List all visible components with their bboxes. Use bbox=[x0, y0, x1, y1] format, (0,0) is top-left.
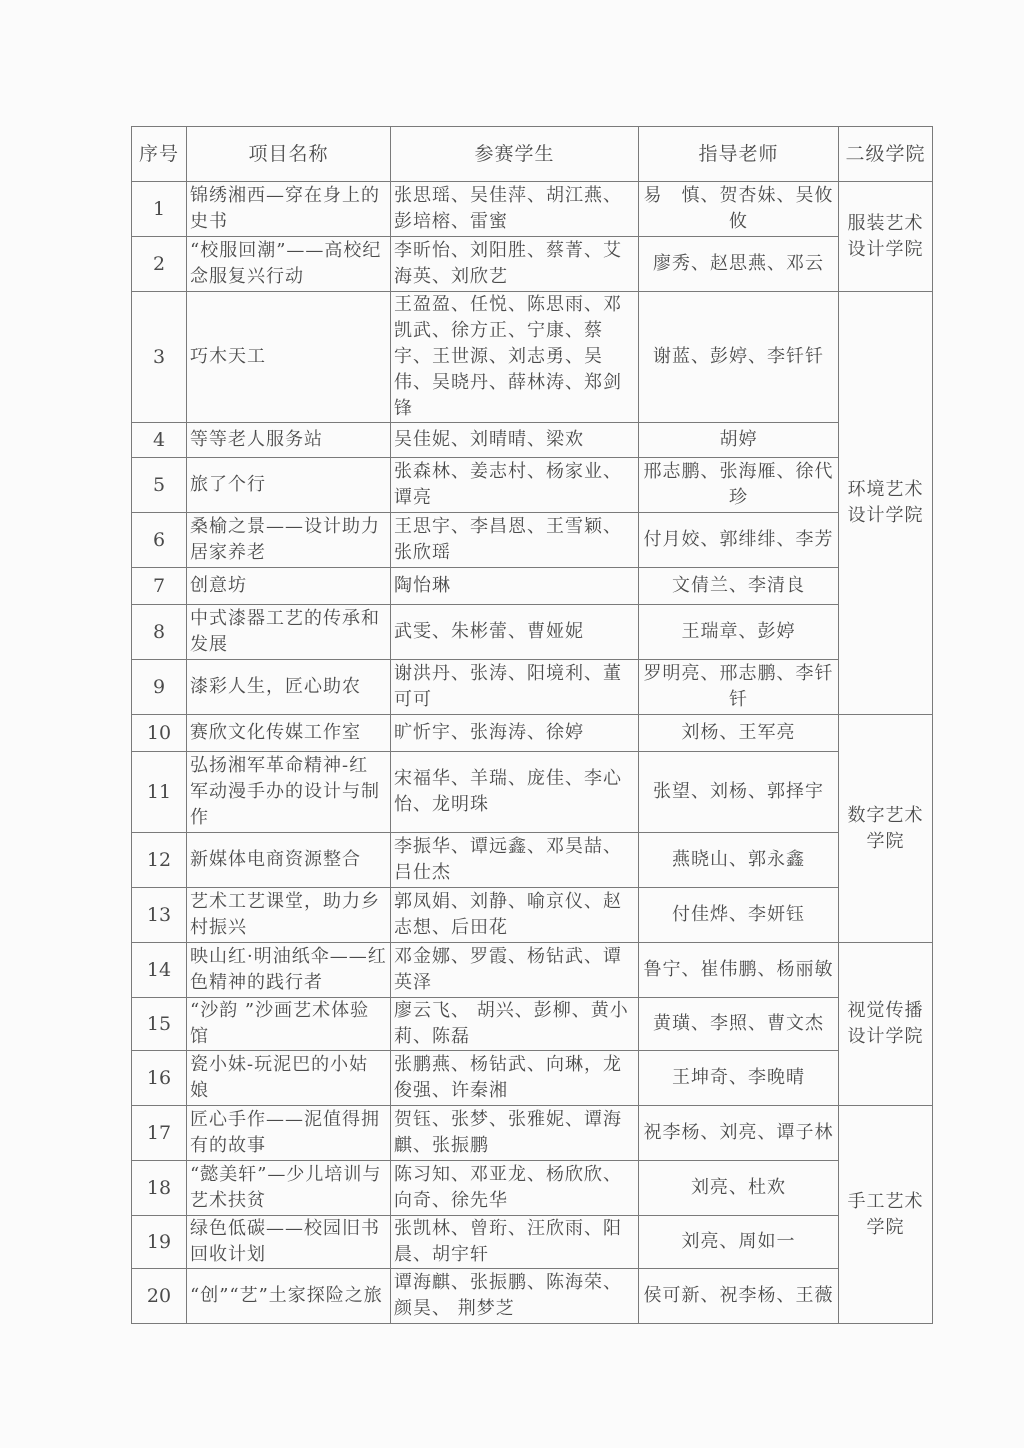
project-name: “校服回潮”——高校纪念服复兴行动 bbox=[187, 237, 391, 292]
teachers: 付月姣、郭绯绯、李芳 bbox=[639, 513, 839, 568]
students: 旷忻宇、张海涛、徐婷 bbox=[391, 715, 639, 752]
teachers: 罗明亮、邢志鹏、李钎钎 bbox=[639, 660, 839, 715]
table-row bbox=[132, 715, 933, 752]
students: 陶怡琳 bbox=[391, 568, 639, 605]
college: 数字艺术学院 bbox=[839, 715, 933, 943]
project-name: 瓷小妹-玩泥巴的小姑娘 bbox=[187, 1051, 391, 1106]
row-number: 12 bbox=[132, 833, 187, 888]
teachers: 邢志鹏、张海雁、徐代珍 bbox=[639, 458, 839, 513]
students: 谭海麒、张振鹏、陈海荣、颜昊、 荆梦芝 bbox=[391, 1269, 639, 1324]
students: 王思宇、李昌恩、王雪颖、张欣瑶 bbox=[391, 513, 639, 568]
header-project: 项目名称 bbox=[187, 127, 391, 182]
project-table bbox=[131, 126, 933, 1324]
table-row bbox=[132, 423, 933, 458]
table-row bbox=[132, 568, 933, 605]
students: 陈习知、邓亚龙、杨欣欣、向奇、徐先华 bbox=[391, 1161, 639, 1216]
table-row bbox=[132, 752, 933, 833]
project-name: 弘扬湘军革命精神-红军动漫手办的设计与制作 bbox=[187, 752, 391, 833]
table-row bbox=[132, 998, 933, 1051]
students: 李昕怡、刘阳胜、蔡菁、艾海英、刘欣艺 bbox=[391, 237, 639, 292]
table-row bbox=[132, 458, 933, 513]
row-number: 3 bbox=[132, 292, 187, 423]
project-name: 匠心手作——泥值得拥有的故事 bbox=[187, 1106, 391, 1161]
project-name: 等等老人服务站 bbox=[187, 423, 391, 458]
project-name: 漆彩人生，匠心助农 bbox=[187, 660, 391, 715]
header-students: 参赛学生 bbox=[391, 127, 639, 182]
students: 王盈盈、任悦、陈思雨、邓凯武、徐方正、宁康、蔡宇、王世源、刘志勇、吴伟、吴晓丹、薛林涛、郑剑锋 bbox=[391, 292, 639, 423]
students: 谢洪丹、张涛、阳境利、董可可 bbox=[391, 660, 639, 715]
students: 郭凤娟、刘静、喻京仪、赵志想、后田花 bbox=[391, 888, 639, 943]
row-number: 1 bbox=[132, 182, 187, 237]
row-number: 13 bbox=[132, 888, 187, 943]
row-number: 2 bbox=[132, 237, 187, 292]
students: 张凯林、曾珩、汪欣雨、阳晨、胡宇轩 bbox=[391, 1216, 639, 1269]
teachers: 侯可新、祝李杨、王薇 bbox=[639, 1269, 839, 1324]
teachers: 燕晓山、郭永鑫 bbox=[639, 833, 839, 888]
header-no: 序号 bbox=[132, 127, 187, 182]
teachers: 文倩兰、李清良 bbox=[639, 568, 839, 605]
teachers: 胡婷 bbox=[639, 423, 839, 458]
row-number: 9 bbox=[132, 660, 187, 715]
project-name: 映山红·明油纸伞——红色精神的践行者 bbox=[187, 943, 391, 998]
row-number: 10 bbox=[132, 715, 187, 752]
students: 吴佳妮、刘晴晴、梁欢 bbox=[391, 423, 639, 458]
teachers: 廖秀、赵思燕、邓云 bbox=[639, 237, 839, 292]
row-number: 6 bbox=[132, 513, 187, 568]
teachers: 刘亮、杜欢 bbox=[639, 1161, 839, 1216]
students: 张鹏燕、杨钻武、向琳，龙俊强、许秦湘 bbox=[391, 1051, 639, 1106]
table-row bbox=[132, 888, 933, 943]
project-name: 绿色低碳——校园旧书回收计划 bbox=[187, 1216, 391, 1269]
header-row bbox=[132, 127, 933, 182]
college: 环境艺术设计学院 bbox=[839, 292, 933, 715]
project-name: 旅了个行 bbox=[187, 458, 391, 513]
teachers: 谢蓝、彭婷、李钎钎 bbox=[639, 292, 839, 423]
table-row bbox=[132, 1216, 933, 1269]
project-name: 桑榆之景——设计助力居家养老 bbox=[187, 513, 391, 568]
table-row bbox=[132, 292, 933, 423]
project-name: 赛欣文化传媒工作室 bbox=[187, 715, 391, 752]
project-name: 锦绣湘西—穿在身上的史书 bbox=[187, 182, 391, 237]
teachers: 祝李杨、刘亮、谭子林 bbox=[639, 1106, 839, 1161]
project-name: “创”“艺”土家探险之旅 bbox=[187, 1269, 391, 1324]
students: 张森林、姜志村、杨家业、谭亮 bbox=[391, 458, 639, 513]
project-name: 创意坊 bbox=[187, 568, 391, 605]
teachers: 易 慎、贺杏妹、吴攸攸 bbox=[639, 182, 839, 237]
teachers: 张望、刘杨、郭择宇 bbox=[639, 752, 839, 833]
teachers: 王瑞章、彭婷 bbox=[639, 605, 839, 660]
header-teachers: 指导老师 bbox=[639, 127, 839, 182]
row-number: 18 bbox=[132, 1161, 187, 1216]
college: 服装艺术设计学院 bbox=[839, 182, 933, 292]
teachers: 鲁宁、崔伟鹏、杨丽敏 bbox=[639, 943, 839, 998]
students: 贺钰、张梦、张雅妮、谭海麒、张振鹏 bbox=[391, 1106, 639, 1161]
teachers: 付佳烨、李妍钰 bbox=[639, 888, 839, 943]
table-row bbox=[132, 833, 933, 888]
project-name: 中式漆器工艺的传承和发展 bbox=[187, 605, 391, 660]
project-name: “懿美轩”—少儿培训与艺术扶贫 bbox=[187, 1161, 391, 1216]
students: 廖云飞、 胡兴、彭柳、黄小莉、陈磊 bbox=[391, 998, 639, 1051]
college: 手工艺术学院 bbox=[839, 1106, 933, 1324]
table-row bbox=[132, 1106, 933, 1161]
table-row bbox=[132, 1269, 933, 1324]
college: 视觉传播设计学院 bbox=[839, 943, 933, 1106]
students: 张思瑶、吴佳萍、胡江燕、彭培榕、雷蜜 bbox=[391, 182, 639, 237]
project-name: 艺术工艺课堂，助力乡村振兴 bbox=[187, 888, 391, 943]
teachers: 刘杨、王军亮 bbox=[639, 715, 839, 752]
row-number: 4 bbox=[132, 423, 187, 458]
teachers: 黄璜、李照、曹文杰 bbox=[639, 998, 839, 1051]
table-row bbox=[132, 943, 933, 998]
table-row bbox=[132, 182, 933, 237]
row-number: 11 bbox=[132, 752, 187, 833]
row-number: 5 bbox=[132, 458, 187, 513]
row-number: 19 bbox=[132, 1216, 187, 1269]
row-number: 17 bbox=[132, 1106, 187, 1161]
row-number: 15 bbox=[132, 998, 187, 1051]
table-row bbox=[132, 1161, 933, 1216]
table-row bbox=[132, 237, 933, 292]
teachers: 王坤奇、李晚晴 bbox=[639, 1051, 839, 1106]
project-name: 新媒体电商资源整合 bbox=[187, 833, 391, 888]
row-number: 16 bbox=[132, 1051, 187, 1106]
students: 邓金娜、罗霞、杨钻武、谭英泽 bbox=[391, 943, 639, 998]
students: 李振华、谭远鑫、邓昊喆、吕仕杰 bbox=[391, 833, 639, 888]
table-row bbox=[132, 513, 933, 568]
row-number: 7 bbox=[132, 568, 187, 605]
project-name: 巧木天工 bbox=[187, 292, 391, 423]
row-number: 8 bbox=[132, 605, 187, 660]
teachers: 刘亮、周如一 bbox=[639, 1216, 839, 1269]
project-name: “沙韵 ”沙画艺术体验馆 bbox=[187, 998, 391, 1051]
table-row bbox=[132, 1051, 933, 1106]
table-row bbox=[132, 605, 933, 660]
header-college: 二级学院 bbox=[839, 127, 933, 182]
table-row bbox=[132, 660, 933, 715]
students: 武雯、朱彬蕾、曹娅妮 bbox=[391, 605, 639, 660]
students: 宋福华、羊瑞、庞佳、李心怡、龙明珠 bbox=[391, 752, 639, 833]
row-number: 20 bbox=[132, 1269, 187, 1324]
row-number: 14 bbox=[132, 943, 187, 998]
